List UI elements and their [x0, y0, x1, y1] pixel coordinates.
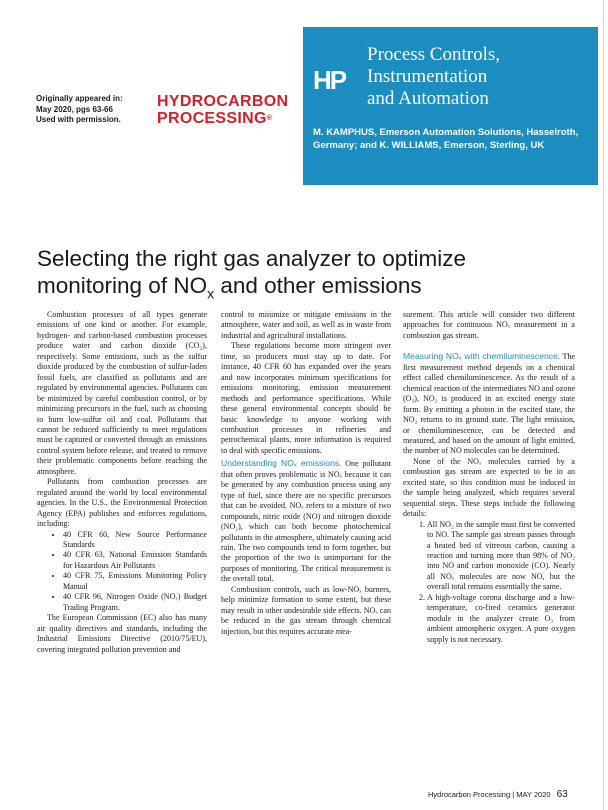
title-line: Selecting the right gas analyzer to optimize: [37, 246, 466, 271]
list-item: • 40 CFR 63, National Emission Standards for Hazardous Air Pollutants: [63, 550, 207, 571]
paragraph: control to minimize or mitigate emissions in the atmosphere, water and soil, as well as in waste from industrial and agricultural installations.: [221, 310, 391, 340]
page-edge: [603, 0, 604, 810]
steps-list: [403, 520, 575, 645]
page-footer: [428, 789, 568, 800]
title-text: and other emissions: [214, 273, 422, 298]
title-line: [37, 272, 577, 308]
authors: M. KAMPHUS, Emerson Automation Solutions, Hasselroth, Germany; and K. WILLIAMS, Emerson, Sterling, UK: [313, 127, 579, 151]
section-line: Instrumentation: [367, 66, 488, 87]
article-title: [37, 245, 577, 308]
registered-mark: ®: [266, 115, 273, 122]
brand-line: [157, 110, 288, 127]
subheading: Measuring NOₓ with chemiluminescence.: [403, 351, 561, 362]
paragraph: Pollutants from combustion processes are regulated around the world by local environmental agencies. In the U.S., the Environmental Protection Agency (EPA) publishes and enforces regulations, including:: [37, 477, 207, 529]
subheading: Understanding NOₓ emissions.: [221, 458, 342, 469]
credit-line: Used with permission.: [36, 115, 121, 124]
section-line: Process Controls,: [367, 44, 500, 65]
brand-line: HYDROCARBON: [157, 93, 289, 110]
paragraph: [403, 351, 575, 457]
page-number: 63: [556, 789, 568, 800]
list-item: • 40 CFR 75, Emissions Monitoring Policy Manual: [63, 571, 207, 592]
credit-line: May 2020, pgs 63-66: [36, 104, 113, 114]
paragraph: [221, 458, 391, 584]
paragraph: surement. This article will consider two different approaches for continuous NOₓ measurement in a combustion gas stream.: [403, 310, 575, 340]
hp-logo-icon: HP: [313, 65, 346, 95]
title-subscript: x: [207, 285, 215, 302]
section-line: and Automation: [367, 88, 489, 109]
column-3: [403, 310, 575, 645]
list-item: 2. A high-voltage corona discharge and a low-temperature, co-fired ceramics generator module in the analyzer create O₃ from ambient atmospheric oxygen. A pure oxygen supply is not necessary.: [427, 593, 575, 645]
paragraph-text: One pollutant that often proves problematic is NOₓ because it can be generated by any combustion process using any type of fuel, since there are no specific precursors that can be avoided. NOₓ refers to a mixture of two compounds, nitric oxide (NO) and nitrogen dioxide (NO₂), which can both become photochemical pollutants in the atmosphere, ultimately causing acid rain. The two compounds tend to form together, but the proportion of the two is unimportant for the purposes of monitoring. The critical measurement is the overall total.: [221, 459, 391, 584]
paragraph-text: The first measurement method depends on a chemical effect called chemiluminescence. As the result of a chemical reaction of the intermediates NO and ozone (O₃), NO₂ is produced in an excited energy state form. By emitting a photon in the excited state, the NO₂ returns to its ground state. The light emission, or chemiluminescence, can be detected and measured, and based on the amount of light emitted, the number of NO molecules can be determined.: [403, 352, 575, 456]
credit-line: Originally appeared in:: [36, 94, 123, 103]
list-item: • 40 CFR 60, New Source Performance Standards: [63, 530, 207, 551]
regulation-list: [37, 530, 207, 614]
origin-credit: [36, 94, 156, 126]
paragraph: None of the NOₓ molecules carried by a combustion gas stream are expected to be in an excited state, so this condition must be induced in the sample being analyzed, which requires several sequential steps. These steps include the following details:: [403, 456, 575, 519]
paragraph: Combustion processes of all types generate emissions of one kind or another. For example, hydrogen- and carbon-based combustion processes produce water and carbon dioxide (CO₂), respectively. Some emissions, such as the sulfur dioxide produced by the combustion of sulfur-laden fossil fuels, are classified as pollutants and are regulated by environmental agencies. Pollutants can be minimized by careful combustion control, or by minimizing precursors in the fuel, such as choosing to burn low-sulfur oil and coal. Pollutants that cannot be reduced sufficiently to meet regulations must be captured or converted through an emissions control system before release, and treated to remove their problematic components before reaching the atmosphere.: [37, 310, 207, 476]
title-text: monitoring of NO: [37, 273, 208, 298]
paragraph: Combustion controls, such as low-NOₓ burners, help minimize formation to some extent, but these may result in other undesirable side effects. NOₓ can be reduced in the gas stream through chemical injection, but this requires accurate mea-: [221, 584, 391, 636]
list-item: • 40 CFR 96, Nitrogen Oxide (NOₓ) Budget Trading Program.: [63, 592, 207, 613]
column-1: [37, 310, 207, 655]
column-2: [221, 310, 391, 637]
list-item: 1. All NO₂ in the sample must first be converted to NO. The sample gas stream passes through a heated bed of vitreous carbon, causing a reaction and turning more than 98% of NO₂ into NO and carbon monoxide (CO). Nearly all NOₓ molecules are now NO, but the overall total remains essentially the same.: [427, 520, 575, 593]
section-name: [367, 44, 595, 110]
footer-text: Hydrocarbon Processing | MAY 2020: [428, 790, 551, 799]
paragraph: The European Commission (EC) also has many air quality directives and standards, including the Industrial Emissions Directive (2010/75/EU), covering integrated pollution prevention and: [37, 613, 207, 654]
section-header-box: [303, 27, 598, 185]
hydrocarbon-processing-logo: [157, 93, 288, 127]
brand-line-text: PROCESSING: [157, 110, 267, 127]
paragraph: These regulations become more stringent over time, so producers must stay up to date. For instance, 40 CFR 60 has expanded over the years and now incorporates minimum specifications for emissions monitoring, emission measurement methods and performance specifications. While these general environmental concepts should be basic knowledge to anyone working with combustion processes in refineries and petrochemical plants, more information is required to deal with specific emissions.: [221, 341, 391, 455]
